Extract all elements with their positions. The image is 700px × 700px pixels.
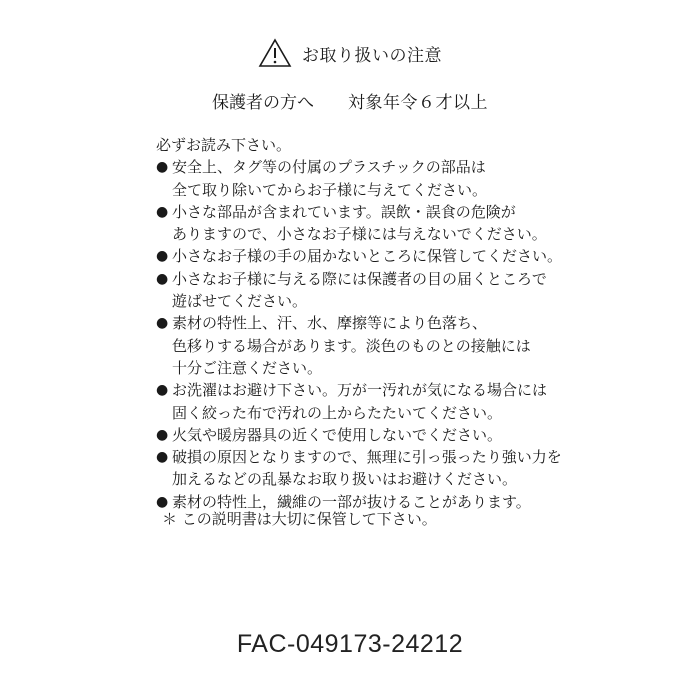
bullet-icon: ● [156, 449, 169, 466]
bullet-icon: ● [156, 203, 169, 220]
caution-item-line: 十分ご注意ください。 [172, 358, 323, 377]
bullet-icon: ● [156, 270, 169, 287]
bullet-icon: ● [156, 159, 169, 176]
caution-item-line: 小さなお子様の手の届かないところに保管してください。 [172, 247, 563, 266]
caution-item-line: 安全上、タグ等の付属のプラスチックの部品は [172, 158, 486, 177]
caution-item-line: 破損の原因となりますので、無理に引っ張ったり強い力を [172, 448, 562, 467]
caution-item-line: お洗濯はお避け下さい。万が一汚れが気になる場合には [172, 381, 548, 400]
caution-item [156, 245, 696, 267]
caution-item-line: 色移りする場合があります。淡色のものとの接触には [172, 336, 531, 355]
caution-item [156, 312, 696, 379]
caution-item [156, 446, 696, 491]
warning-icon [258, 38, 292, 68]
bullet-icon: ● [156, 382, 169, 399]
caution-item-line: ありますので、小さなお子様には与えないでください。 [172, 225, 547, 244]
caution-item [156, 156, 696, 201]
bullet-icon: ● [156, 315, 169, 332]
caution-item-line: 素材の特性上，繊維の一部が抜けることがあります。 [172, 492, 531, 511]
notice-header [0, 38, 700, 68]
age-label: 対象年令６才以上 [348, 93, 488, 113]
caution-list [156, 156, 696, 513]
caution-item-line: 小さな部品が含まれています。誤飲・誤食の危険が [172, 202, 516, 221]
audience-label: 保護者の方へ [212, 93, 314, 113]
caution-item [156, 424, 696, 446]
bullet-icon: ● [156, 426, 169, 443]
caution-item [156, 201, 696, 246]
caution-item [156, 379, 696, 424]
caution-item-line: 全て取り除いてからお子様に与えてください。 [172, 180, 488, 199]
caution-item-line: 遊ばせてください。 [172, 292, 308, 311]
caution-item-line: 小さなお子様に与える際には保護者の目の届くところで [172, 269, 547, 288]
bullet-icon: ● [156, 493, 169, 510]
product-code: FAC-049173-24212 [236, 630, 464, 658]
caution-item-line: 固く絞った布で汚れの上からたたいてください。 [172, 403, 503, 422]
notes-intro: 必ずお読み下さい。 [156, 136, 292, 154]
notice-title: お取り扱いの注意 [302, 45, 442, 66]
caution-item-line: 加えるなどの乱暴なお取り扱いはお避けください。 [172, 470, 518, 489]
caution-item-line: 火気や暖房器具の近くで使用しないでください。 [172, 425, 503, 444]
audience-line [0, 88, 700, 113]
caution-notes [156, 134, 696, 513]
caution-item-line: 素材の特性上、汗、水、摩擦等により色落ち、 [172, 314, 488, 333]
footnote: ＊ この説明書は大切に保管して下さい。 [162, 510, 437, 528]
bullet-icon: ● [156, 248, 169, 265]
caution-item [156, 268, 696, 313]
